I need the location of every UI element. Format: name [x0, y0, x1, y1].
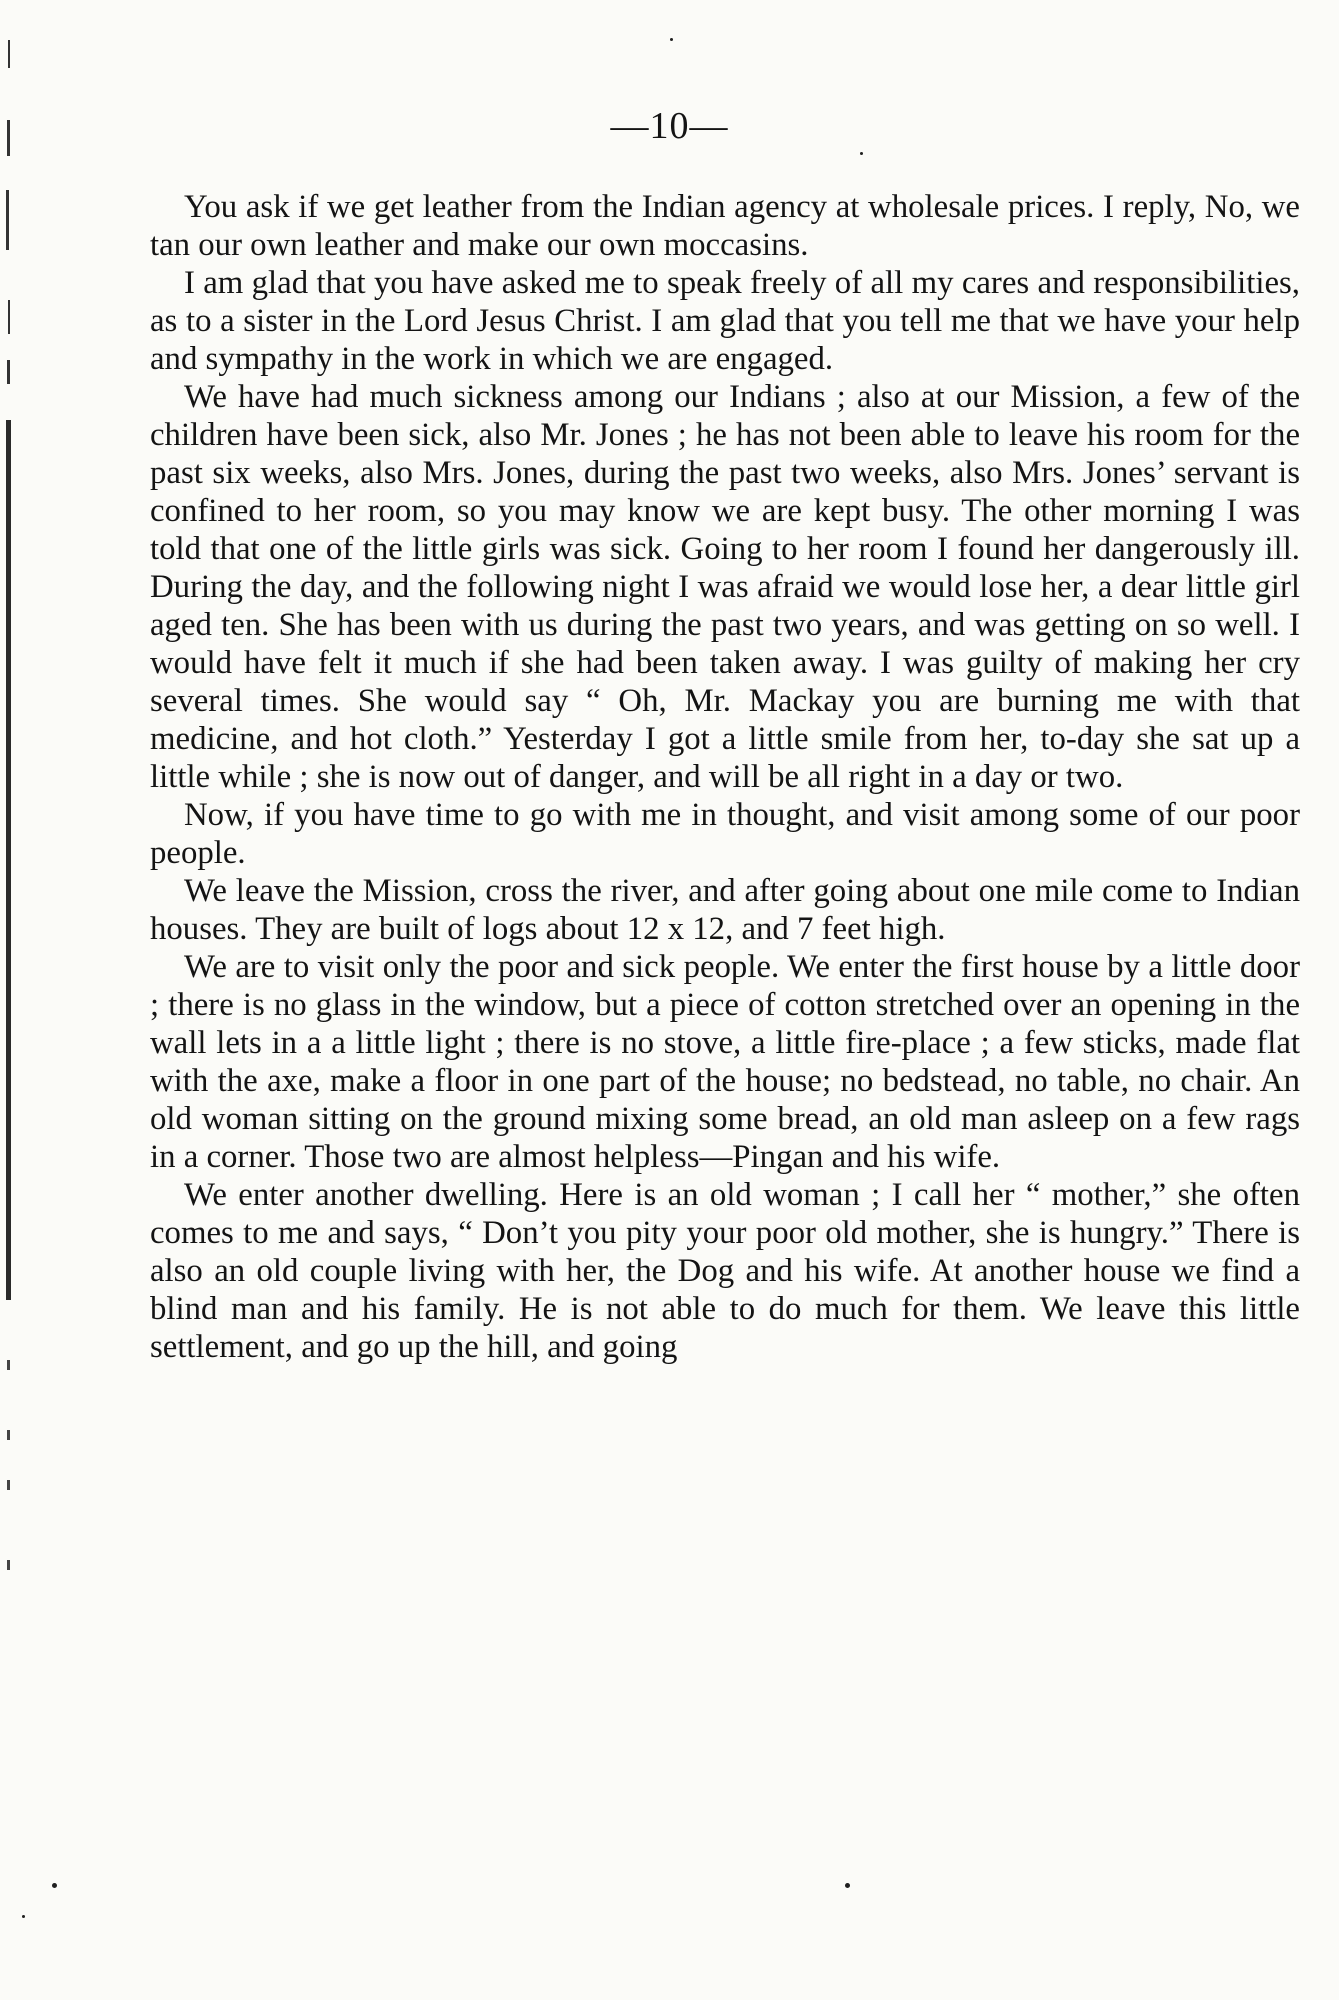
paragraph: We enter another dwelling. Here is an old woman ; I call her “ mother,” she often comes to me and says, “ Don’t you pity your poor old mother, she is hungry.” There is also an old couple living with her, the Dog and his wife. At another house we find a blind man and his family. He is not able to do much for them. We leave this little settlement, and go up the hill, and going — [150, 1177, 1300, 1365]
paragraph: We leave the Mission, cross the river, and after going about one mile come to Indian houses. They are built of logs about 12 x 12, and 7 feet high. — [150, 873, 1300, 947]
print-speck — [22, 1915, 25, 1918]
print-speck — [860, 152, 863, 155]
body-text — [150, 188, 1300, 1366]
print-speck — [845, 1883, 850, 1888]
paragraph: We are to visit only the poor and sick people. We enter the first house by a little door ; there is no glass in the window, but a piece of cotton stretched over an opening in the wall lets in a a little light ; there is no stove, a little fire-place ; a few sticks, made flat with the axe, make a floor in one part of the house; no bedstead, no table, no chair. An old woman sitting on the ground mixing some bread, an old man asleep on a few rags in a corner. Those two are almost helpless—Pingan and his wife. — [150, 949, 1300, 1175]
paragraph: We have had much sickness among our Indians ; also at our Mission, a few of the children have been sick, also Mr. Jones ; he has not been able to leave his room for the past six weeks, also Mrs. Jones, during the past two weeks, also Mrs. Jones’ servant is confined to her room, so you may know we are kept busy. The other morning I was told that one of the little girls was sick. Going to her room I found her dangerously ill. During the day, and the following night I was afraid we would lose her, a dear little girl aged ten. She has been with us during the past two years, and was getting on so well. I would have felt it much if she had been taken away. I was guilty of making her cry several times. She would say “ Oh, Mr. Mackay you are burning me with that medicine, and hot cloth.” Yesterday I got a little smile from her, to-day she sat up a little while ; she is now out of danger, and will be all right in a day or two. — [150, 379, 1300, 795]
paragraph: You ask if we get leather from the Indian agency at wholesale prices. I reply, No, we tan our own leather and make our own moccasins. — [150, 189, 1300, 263]
paragraph: I am glad that you have asked me to speak freely of all my cares and responsibilities, as to a sister in the Lord Jesus Christ. I am glad that you tell me that we have your help and sympathy in the work in which we are engaged. — [150, 265, 1300, 377]
page-number: —10— — [610, 105, 729, 147]
paragraph: Now, if you have time to go with me in thought, and visit among some of our poor people. — [150, 797, 1300, 871]
scanned-binding-edge — [0, 40, 24, 1980]
print-speck — [670, 38, 673, 41]
print-speck — [52, 1883, 57, 1888]
